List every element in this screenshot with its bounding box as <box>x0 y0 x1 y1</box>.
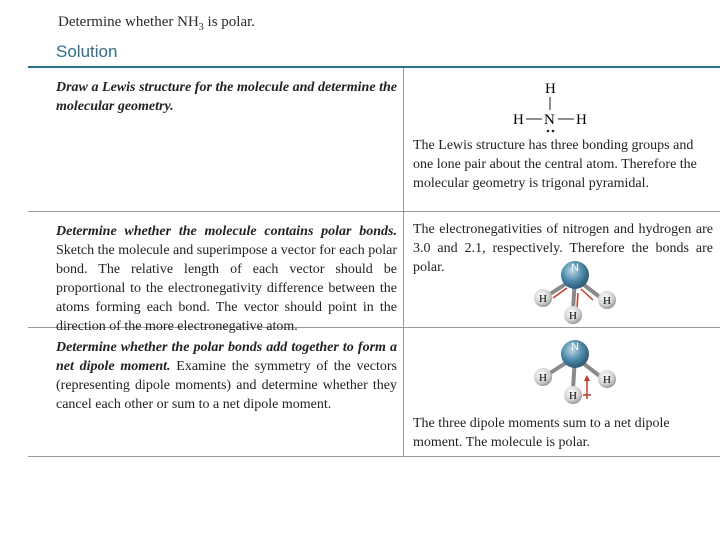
nitrogen-label: N <box>571 341 579 353</box>
step-result-text-3: The three dipole moments sum to a net dipole moment. The molecule is polar. <box>413 416 670 450</box>
step-result-text-1: The Lewis structure has three bonding groups and one lone pair about the central atom. Therefore the molecular geometry is trigonal pyramidal. <box>413 138 697 191</box>
step-instruction-3 <box>28 328 404 456</box>
step-instruction-1 <box>28 68 404 211</box>
lone-pair-dot-2 <box>552 130 555 133</box>
step-lead-3: Determine whether the polar bonds add together to form a net dipole moment. <box>56 340 397 374</box>
hydrogen-label-bottom: H <box>569 390 577 402</box>
table-row-3 <box>28 328 720 457</box>
table-row-1 <box>28 68 720 212</box>
step-result-2 <box>404 212 720 327</box>
solution-table <box>28 68 720 457</box>
hydrogen-label-left: H <box>539 293 547 305</box>
net-dipole-arrowhead <box>584 375 590 381</box>
step-lead-2: Determine whether the molecule contains polar bonds. <box>56 224 397 239</box>
solution-heading: Solution <box>56 42 118 61</box>
hydrogen-label-bottom: H <box>569 310 577 322</box>
dipole-vector-down <box>577 293 578 308</box>
problem-text-after: is polar. <box>203 14 256 30</box>
nitrogen-label: N <box>571 262 579 274</box>
step-result-1 <box>404 68 720 211</box>
ball-stick-model-polar-bonds <box>529 258 621 326</box>
problem-text-before: Determine whether NH <box>58 14 199 30</box>
lewis-right-h: H <box>576 112 587 128</box>
lewis-left-h: H <box>513 112 524 128</box>
lewis-top-h: H <box>545 81 556 97</box>
hydrogen-label-left: H <box>539 372 547 384</box>
problem-subscript: 3 <box>198 22 204 33</box>
step-result-text-2: The electronegativities of nitrogen and hydrogen are 3.0 and 2.1, respectively. Therefore the bonds are polar. <box>413 222 713 275</box>
lewis-center-n: N <box>544 112 555 128</box>
hydrogen-label-right: H <box>603 295 611 307</box>
hydrogen-label-right: H <box>603 374 611 386</box>
table-row-2 <box>28 212 720 334</box>
lewis-structure <box>509 76 589 138</box>
step-lead-1: Draw a Lewis structure for the molecule and determine the molecular geometry. <box>56 80 397 114</box>
ball-stick-model-net-dipole <box>529 337 621 409</box>
step-instruction-2 <box>28 212 404 334</box>
lone-pair-dot-1 <box>547 130 550 133</box>
step-body-3: Examine the symmetry of the vectors (representing dipole moments) and determine whether they cancel each other or sum to a net dipole moment. <box>56 359 397 412</box>
step-body-2: Sketch the molecule and superimpose a vector for each polar bond. The relative length of each vector should be proportional to the electronegativity difference between the atoms forming each bond. The vector should point in the direction of the more electronegative atom. <box>56 243 397 334</box>
problem-statement <box>58 14 255 33</box>
step-result-3 <box>404 328 720 456</box>
